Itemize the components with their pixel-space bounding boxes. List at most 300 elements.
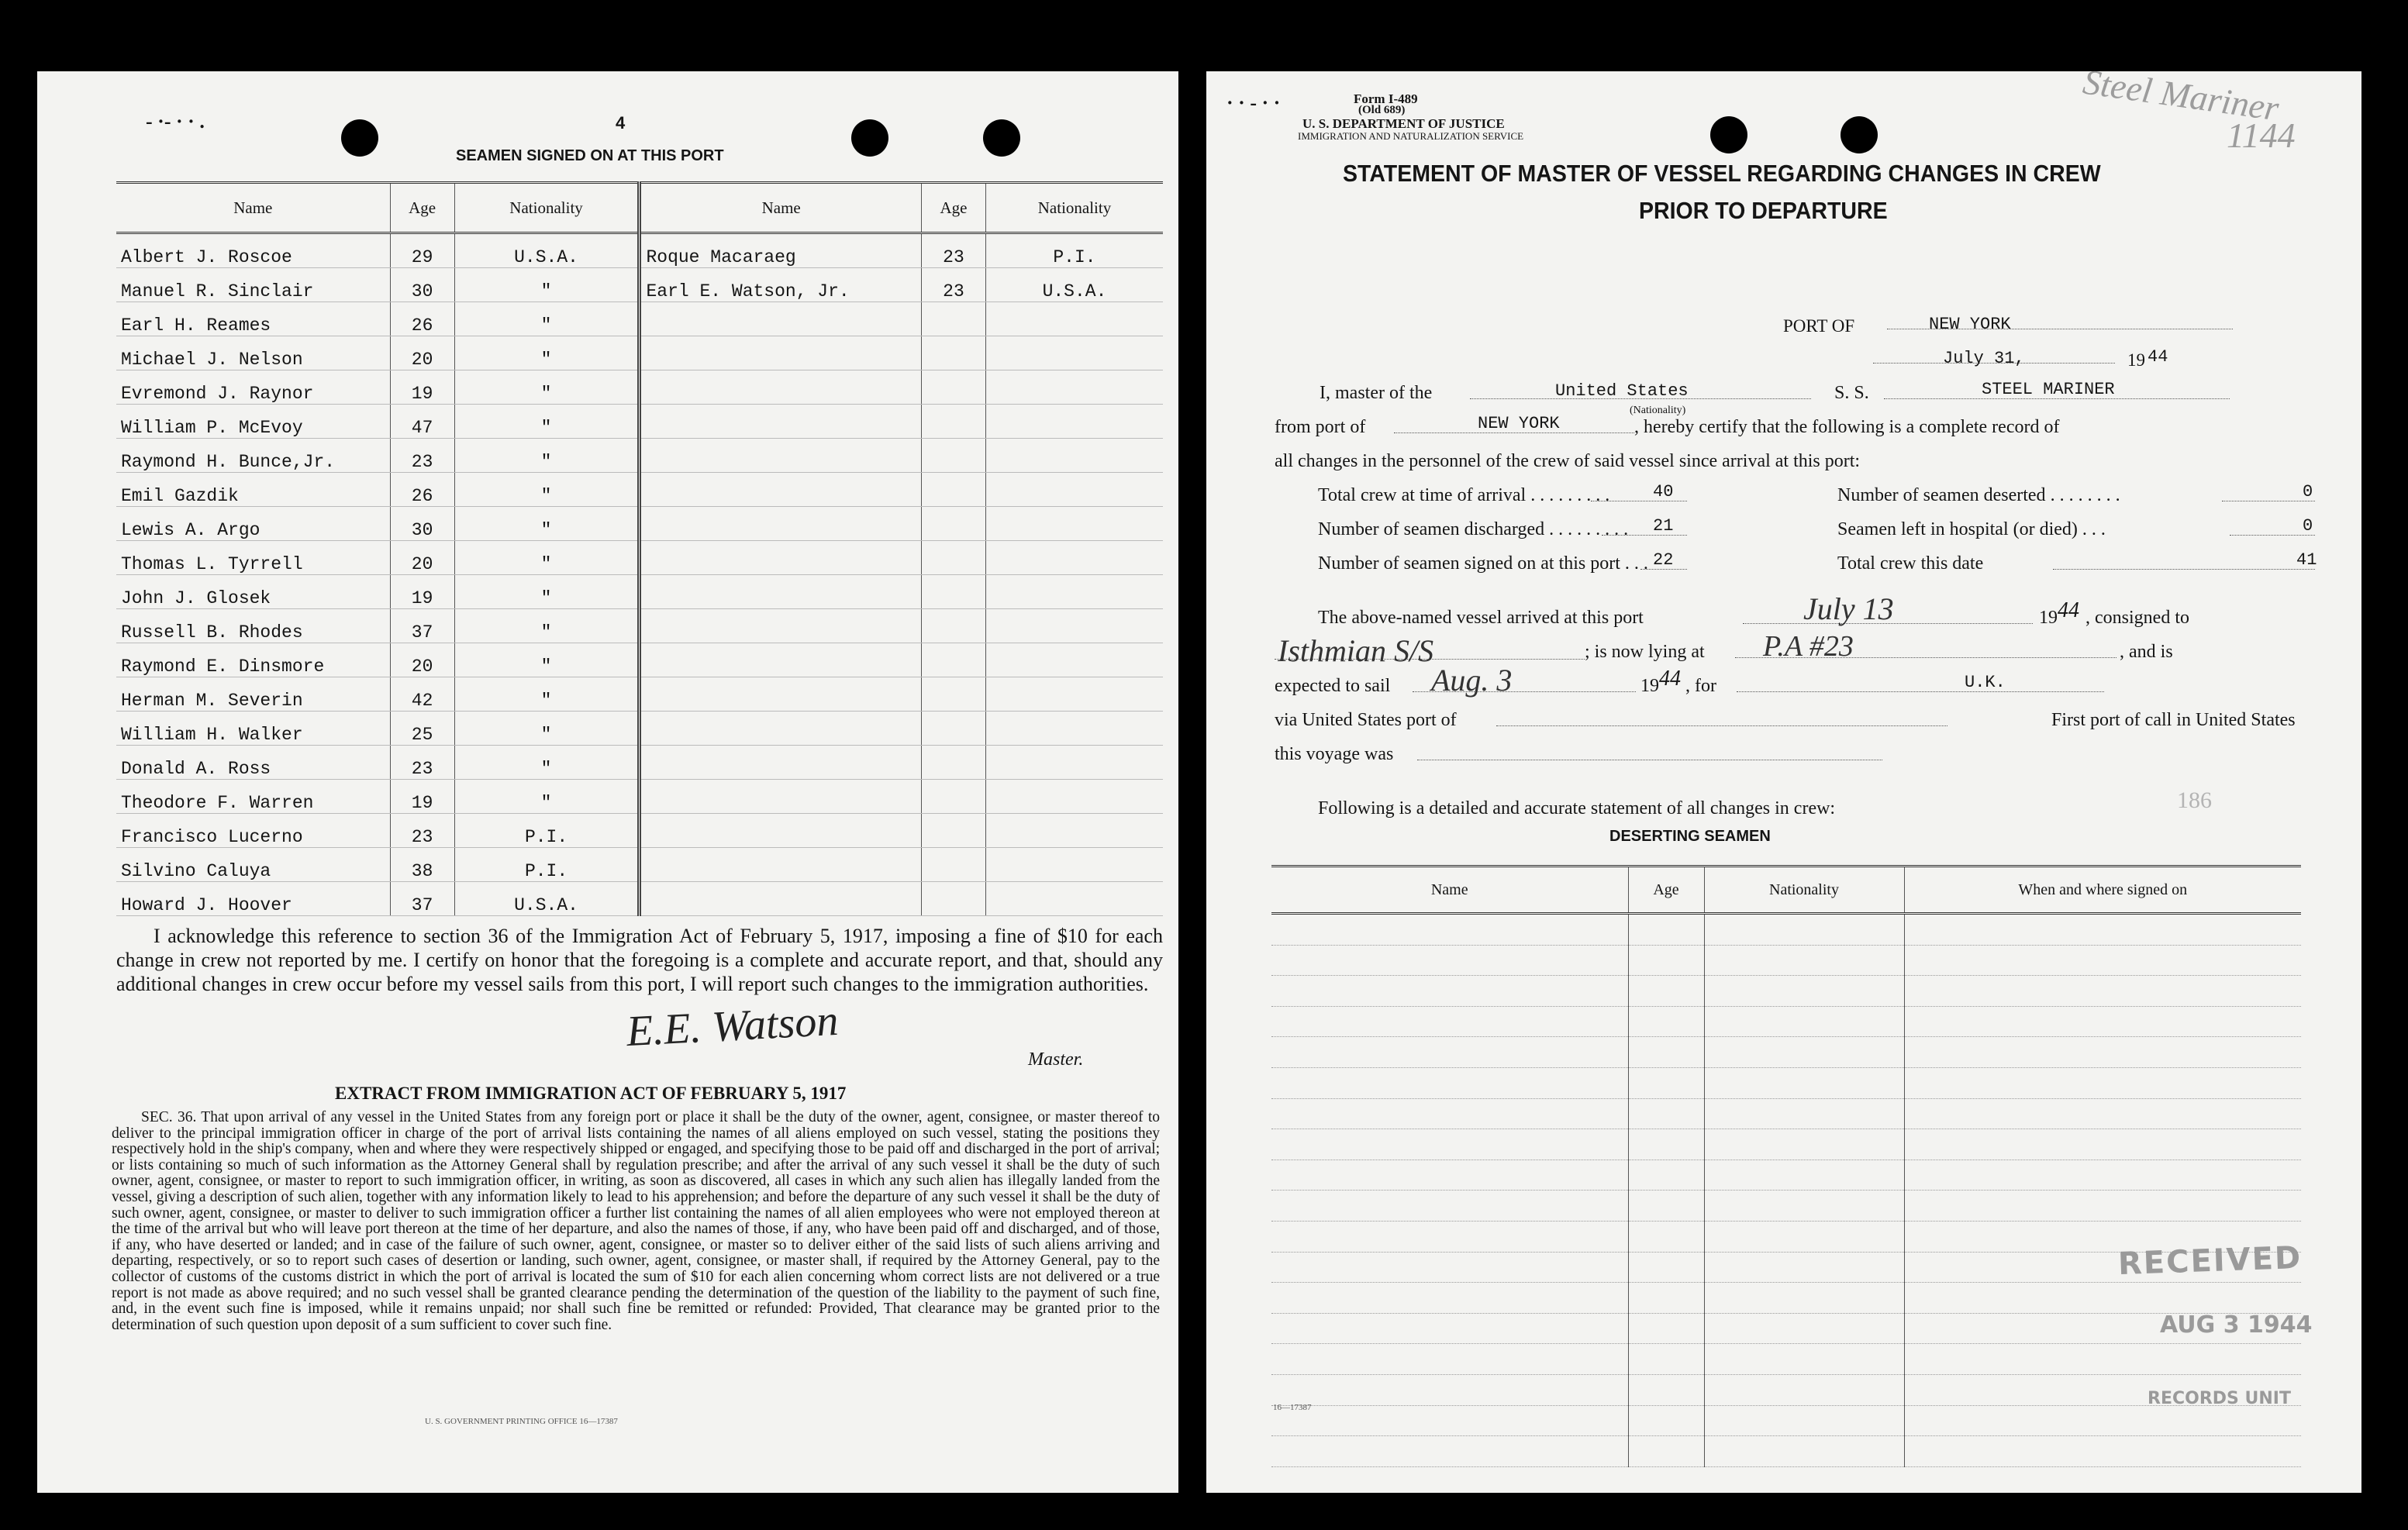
empty-cell	[1628, 914, 1704, 946]
seaman-name	[640, 507, 921, 541]
table-row	[1271, 1067, 2301, 1098]
lying-text: ; is now lying at	[1585, 642, 1705, 662]
arrival-year-prefix: 19	[2039, 608, 2058, 628]
seaman-age: 37	[390, 882, 454, 916]
seaman-age: 20	[390, 336, 454, 370]
seaman-nationality: "	[454, 712, 640, 746]
seaman-age	[921, 302, 985, 336]
seaman-age: 19	[390, 575, 454, 609]
seaman-nationality	[985, 814, 1163, 848]
table-row	[1271, 1098, 2301, 1129]
seaman-age	[921, 541, 985, 575]
lying-at: P.A #23	[1763, 630, 1854, 663]
seaman-age	[921, 882, 985, 916]
seaman-nationality: U.S.A.	[454, 233, 640, 268]
seaman-age	[921, 405, 985, 439]
seaman-name: Earl H. Reames	[116, 302, 390, 336]
seaman-nationality	[985, 780, 1163, 814]
seaman-name	[640, 848, 921, 882]
printer-line: 16—17387	[1273, 1403, 1312, 1412]
printer-line: U. S. GOVERNMENT PRINTING OFFICE 16—17387	[425, 1417, 618, 1426]
consignee: Isthmian S/S	[1278, 633, 1434, 668]
seaman-name	[640, 882, 921, 916]
seaman-nationality: "	[454, 746, 640, 780]
seaman-age: 25	[390, 712, 454, 746]
table-header-row	[116, 183, 1163, 233]
table-row	[1271, 1191, 2301, 1222]
empty-cell	[1704, 914, 1904, 946]
seaman-name: Francisco Lucerno	[116, 814, 390, 848]
stat-value: 21	[1653, 516, 1674, 536]
empty-cell	[1628, 1129, 1704, 1160]
seaman-age: 26	[390, 302, 454, 336]
deserting-title: DESERTING SEAMEN	[1609, 828, 1771, 845]
handwritten-code: 1144	[2227, 115, 2296, 155]
stat-value: 41	[2296, 550, 2317, 570]
seaman-nationality: "	[454, 609, 640, 643]
empty-cell	[1704, 1160, 1904, 1191]
empty-cell	[1904, 1037, 2301, 1068]
empty-cell	[1628, 1436, 1704, 1467]
stat-total-this-date: Total crew this date	[1837, 553, 1984, 574]
seaman-name: Michael J. Nelson	[116, 336, 390, 370]
seaman-age: 19	[390, 780, 454, 814]
report-date: July 31,	[1943, 349, 2025, 368]
seaman-nationality: P.I.	[454, 848, 640, 882]
seaman-nationality	[985, 609, 1163, 643]
seaman-name: Herman M. Severin	[116, 677, 390, 712]
ss-label: S. S.	[1834, 383, 1869, 403]
destination: U.K.	[1965, 673, 2006, 692]
seaman-nationality: P.I.	[985, 233, 1163, 268]
empty-cell	[1628, 1037, 1704, 1068]
stat-discharged: Number of seamen discharged . . . . . . . . .	[1318, 519, 1629, 539]
seaman-age	[921, 814, 985, 848]
column-header: Age	[921, 183, 985, 233]
vessel-nationality: United States	[1555, 381, 1689, 401]
column-header: Age	[390, 183, 454, 233]
stat-value: 40	[1653, 482, 1674, 501]
seaman-nationality	[985, 643, 1163, 677]
stat-total-at-arrival: Total crew at time of arrival . . . . . . . . .	[1318, 485, 1610, 505]
table-row	[116, 370, 1163, 405]
punch-hole	[1840, 116, 1878, 153]
column-header: When and where signed on	[1904, 867, 2301, 914]
seaman-name: Evremond J. Raynor	[116, 370, 390, 405]
punch-hole	[1710, 116, 1747, 153]
empty-cell	[1271, 1283, 1628, 1314]
table-row	[116, 336, 1163, 370]
empty-cell	[1271, 914, 1628, 946]
empty-cell	[1271, 1313, 1628, 1344]
empty-cell	[1904, 1191, 2301, 1222]
master-signature: E.E. Watson	[625, 996, 840, 1056]
seaman-nationality: P.I.	[454, 814, 640, 848]
table-row	[1271, 1006, 2301, 1037]
empty-cell	[1271, 976, 1628, 1007]
empty-cell	[1271, 1374, 1628, 1405]
seaman-nationality	[985, 677, 1163, 712]
seaman-nationality	[985, 302, 1163, 336]
empty-cell	[1704, 1374, 1904, 1405]
port-label: PORT OF	[1783, 316, 1855, 336]
seaman-name	[640, 712, 921, 746]
left-page	[37, 71, 1178, 1493]
form-title-line2: PRIOR TO DEPARTURE	[1639, 197, 1888, 224]
seaman-name: Raymond H. Bunce,Jr.	[116, 439, 390, 473]
empty-cell	[1704, 1191, 1904, 1222]
faint-number: 186	[2177, 787, 2212, 813]
seaman-age	[921, 643, 985, 677]
seaman-nationality: U.S.A.	[985, 268, 1163, 302]
service-name: IMMIGRATION AND NATURALIZATION SERVICE	[1298, 130, 1524, 142]
table-row	[116, 507, 1163, 541]
seaman-nationality	[985, 541, 1163, 575]
seaman-nationality: "	[454, 507, 640, 541]
seaman-age: 30	[390, 268, 454, 302]
empty-cell	[1628, 1252, 1704, 1283]
nationality-caption: (Nationality)	[1630, 405, 1686, 416]
empty-cell	[1704, 976, 1904, 1007]
empty-cell	[1271, 1129, 1628, 1160]
table-row	[1271, 1374, 2301, 1405]
deserting-seamen-table	[1271, 865, 2301, 1467]
table-row	[1271, 1129, 2301, 1160]
seaman-age: 47	[390, 405, 454, 439]
arrived-text: The above-named vessel arrived at this port	[1318, 608, 1644, 628]
seaman-name: Theodore F. Warren	[116, 780, 390, 814]
stat-value: 22	[1653, 550, 1674, 570]
empty-cell	[1271, 1067, 1628, 1098]
empty-cell	[1904, 1006, 2301, 1037]
empty-cell	[1628, 1160, 1704, 1191]
for-text: , for	[1685, 676, 1716, 696]
empty-cell	[1704, 1129, 1904, 1160]
section-title: SEAMEN SIGNED ON AT THIS PORT	[456, 147, 724, 164]
empty-cell	[1271, 1098, 1628, 1129]
and-is-text: , and is	[2120, 642, 2173, 662]
empty-cell	[1704, 1067, 1904, 1098]
seaman-name	[640, 643, 921, 677]
seaman-nationality	[985, 746, 1163, 780]
received-stamp: RECEIVED	[2117, 1239, 2303, 1283]
seaman-age	[921, 575, 985, 609]
sail-date: Aug. 3	[1431, 663, 1513, 698]
seaman-age: 38	[390, 848, 454, 882]
master-label: Master.	[1028, 1049, 1084, 1070]
seaman-name: Earl E. Watson, Jr.	[640, 268, 921, 302]
seaman-age: 23	[390, 746, 454, 780]
empty-cell	[1704, 1344, 1904, 1375]
seaman-name	[640, 439, 921, 473]
seaman-name	[640, 336, 921, 370]
empty-cell	[1904, 1098, 2301, 1129]
seaman-age: 23	[390, 439, 454, 473]
punch-hole	[851, 119, 888, 157]
first-call-text: First port of call in United States	[2051, 710, 2296, 730]
empty-cell	[1271, 1405, 1628, 1436]
seaman-name	[640, 677, 921, 712]
stat-value: 0	[2303, 516, 2313, 536]
stat-signed-on: Number of seamen signed on at this port . . .	[1318, 553, 1648, 574]
department-name: U. S. DEPARTMENT OF JUSTICE	[1302, 116, 1505, 131]
table-row	[1271, 1344, 2301, 1375]
seaman-nationality: "	[454, 302, 640, 336]
seaman-age: 29	[390, 233, 454, 268]
column-header: Nationality	[454, 183, 640, 233]
seaman-nationality: "	[454, 370, 640, 405]
table-row	[116, 746, 1163, 780]
empty-cell	[1704, 1405, 1904, 1436]
empty-cell	[1271, 1344, 1628, 1375]
table-row	[116, 541, 1163, 575]
table-row	[1271, 1037, 2301, 1068]
seaman-nationality: "	[454, 575, 640, 609]
seaman-name: Russell B. Rhodes	[116, 609, 390, 643]
handwritten-vessel-note: Steel Mariner	[2080, 61, 2282, 129]
empty-cell	[1628, 1344, 1704, 1375]
acknowledgement-text: I acknowledge this reference to section 36 of the Immigration Act of February 5, 1917, imposing a fine of $10 for each change in crew not reported by me. I certify on honor that the foregoing is a complete and accurate report, and that, should any additional changes in crew occur before my vessel sails from this port, I will report such changes to the immigration authorities.	[116, 925, 1163, 995]
seaman-name: Lewis A. Argo	[116, 507, 390, 541]
seaman-nationality: "	[454, 541, 640, 575]
table-row	[116, 848, 1163, 882]
empty-cell	[1904, 1129, 2301, 1160]
empty-cell	[1628, 1313, 1704, 1344]
corner-marks: · · - · ·	[1226, 91, 1281, 114]
seaman-name	[640, 609, 921, 643]
table-row	[116, 268, 1163, 302]
seaman-age: 23	[921, 233, 985, 268]
seaman-age	[921, 746, 985, 780]
seaman-age	[921, 473, 985, 507]
table-row	[1271, 1283, 2301, 1314]
seaman-age: 37	[390, 609, 454, 643]
seaman-age	[921, 609, 985, 643]
seaman-name: Donald A. Ross	[116, 746, 390, 780]
empty-cell	[1904, 1344, 2301, 1375]
seaman-nationality	[985, 405, 1163, 439]
table-row	[116, 405, 1163, 439]
empty-cell	[1628, 1067, 1704, 1098]
table-header-row	[1271, 867, 2301, 914]
stat-hospital: Seamen left in hospital (or died) . . .	[1837, 519, 2106, 539]
seaman-age: 30	[390, 507, 454, 541]
from-port-value: NEW YORK	[1478, 414, 1560, 433]
via-text: via United States port of	[1275, 710, 1457, 730]
following-text: Following is a detailed and accurate statement of all changes in crew:	[1318, 798, 1836, 818]
seaman-age	[921, 336, 985, 370]
seaman-name	[640, 746, 921, 780]
from-port-label: from port of	[1275, 417, 1366, 437]
expected-text: expected to sail	[1275, 676, 1391, 696]
empty-cell	[1628, 1191, 1704, 1222]
empty-cell	[1271, 1160, 1628, 1191]
sail-year: 44	[1659, 667, 1681, 691]
empty-cell	[1704, 1252, 1904, 1283]
seaman-nationality	[985, 575, 1163, 609]
table-row	[116, 609, 1163, 643]
seaman-name: Manuel R. Sinclair	[116, 268, 390, 302]
seaman-nationality	[985, 507, 1163, 541]
empty-cell	[1271, 1252, 1628, 1283]
empty-cell	[1904, 914, 2301, 946]
seaman-age	[921, 848, 985, 882]
table-row	[1271, 1436, 2301, 1467]
sail-year-prefix: 19	[1640, 676, 1659, 696]
column-header: Name	[640, 183, 921, 233]
seaman-name: Emil Gazdik	[116, 473, 390, 507]
seaman-age: 26	[390, 473, 454, 507]
form-old-number: (Old 689)	[1358, 104, 1406, 116]
empty-cell	[1628, 1405, 1704, 1436]
seaman-age: 23	[921, 268, 985, 302]
stat-value: 0	[2303, 482, 2313, 501]
seaman-name: Albert J. Roscoe	[116, 233, 390, 268]
empty-cell	[1904, 976, 2301, 1007]
empty-cell	[1628, 1283, 1704, 1314]
table-row	[116, 473, 1163, 507]
changes-text: all changes in the personnel of the crew of said vessel since arrival at this port:	[1275, 451, 1861, 471]
seaman-nationality	[985, 473, 1163, 507]
seaman-age	[921, 507, 985, 541]
seaman-name: Thomas L. Tyrrell	[116, 541, 390, 575]
empty-cell	[1904, 1160, 2301, 1191]
seaman-name: Raymond E. Dinsmore	[116, 643, 390, 677]
seaman-name: Silvino Caluya	[116, 848, 390, 882]
seaman-name: John J. Glosek	[116, 575, 390, 609]
empty-cell	[1704, 945, 1904, 976]
empty-cell	[1704, 1283, 1904, 1314]
stat-deserted: Number of seamen deserted . . . . . . . .	[1837, 485, 2120, 505]
master-of-label: I, master of the	[1320, 383, 1433, 403]
seaman-nationality: "	[454, 677, 640, 712]
seaman-nationality: U.S.A.	[454, 882, 640, 916]
seaman-nationality: "	[454, 439, 640, 473]
seaman-nationality	[985, 712, 1163, 746]
seaman-age	[921, 370, 985, 405]
empty-cell	[1628, 1374, 1704, 1405]
empty-cell	[1271, 945, 1628, 976]
seaman-age	[921, 712, 985, 746]
seaman-name	[640, 473, 921, 507]
seaman-age	[921, 780, 985, 814]
seaman-age	[921, 439, 985, 473]
voyage-text: this voyage was	[1275, 744, 1394, 764]
table-row	[116, 233, 1163, 268]
seaman-name	[640, 302, 921, 336]
seaman-name	[640, 780, 921, 814]
seaman-nationality: "	[454, 336, 640, 370]
empty-cell	[1628, 1221, 1704, 1252]
column-header: Age	[1628, 867, 1704, 914]
seaman-age: 23	[390, 814, 454, 848]
table-row	[1271, 914, 2301, 946]
empty-cell	[1704, 1098, 1904, 1129]
empty-cell	[1904, 1283, 2301, 1314]
consigned-text: , consigned to	[2085, 608, 2189, 628]
records-unit-stamp: RECORDS UNIT	[2148, 1389, 2291, 1408]
corner-marks: - ·- · · .	[146, 110, 205, 133]
seaman-name	[640, 370, 921, 405]
seaman-nationality	[985, 882, 1163, 916]
table-row	[116, 439, 1163, 473]
table-row	[116, 712, 1163, 746]
table-row	[1271, 976, 2301, 1007]
table-row	[1271, 945, 2301, 976]
punch-hole	[341, 119, 378, 157]
seaman-nationality	[985, 336, 1163, 370]
seaman-name: William P. McEvoy	[116, 405, 390, 439]
form-title-line1: STATEMENT OF MASTER OF VESSEL REGARDING CHANGES IN CREW	[1343, 160, 2101, 187]
seaman-name	[640, 405, 921, 439]
extract-text: SEC. 36. That upon arrival of any vessel in the United States from any foreign port or place it shall be the duty of the owner, agent, consignee, or master thereof to deliver to the principal immigration officer in charge of the port of arrival lists containing the names of all aliens employed on such vessel, stating the positions they respectively hold in the ship's company, when and where they were respectively shipped or engaged, and specifying those to be paid off and discharged in the port of arrival; or lists containing so much of such information as the Attorney General shall by regulation prescribe; and after the arrival of any such vessel it shall be the duty of such owner, agent, consignee, or master to report to such immigration officer, in writing, as soon as discovered, all cases in which any such alien has illegally landed from the vessel, giving a description of such alien, together with any information likely to lead to his apprehension; and before the departure of any such vessel it shall be the duty of such owner, agent, consignee, or master to deliver to such immigration officer a further list containing the names of all alien employees who were not employed thereon at the time of the arrival but who will leave port thereon at the time of her departure, and also the names of those, if any, who have been paid off and discharged, and of those, if any, who have deserted or landed; and in case of the failure of such owner, agent, consignee, or master so to deliver either of the said lists of such aliens arriving and departing, respectively, or so to report such cases of desertion or landing, such owner, agent, consignee, or master shall, if required by the Attorney General, pay to the collector of customs of the customs district in which the port of arrival is located the sum of $10 for each alien concerning whom correct lists are not delivered or a true report is not made as above required; and no such vessel shall be granted clearance pending the determination of the question of the liability to the payment of such fine, and, in the event such fine is imposed, while it remains unpaid; nor shall such fine be remitted or refunded: Provided, That clearance may be granted prior to the determination of such question upon deposit of a sum sufficient to cover such fine.	[112, 1109, 1160, 1333]
seaman-age: 19	[390, 370, 454, 405]
empty-cell	[1904, 1405, 2301, 1436]
seaman-nationality	[985, 370, 1163, 405]
seaman-nationality: "	[454, 643, 640, 677]
right-page	[1206, 61, 2361, 1493]
empty-cell	[1704, 1221, 1904, 1252]
punch-hole	[983, 119, 1020, 157]
certify-text: , hereby certify that the following is a complete record of	[1634, 417, 2060, 437]
empty-cell	[1904, 1067, 2301, 1098]
arrival-year: 44	[2058, 598, 2079, 622]
seamen-signed-on-table	[116, 181, 1163, 916]
page-number: 4	[616, 113, 626, 133]
port-value: NEW YORK	[1929, 315, 2011, 334]
seaman-name: Howard J. Hoover	[116, 882, 390, 916]
empty-cell	[1628, 945, 1704, 976]
table-row	[116, 677, 1163, 712]
year-prefix: 19	[2127, 350, 2145, 370]
empty-cell	[1628, 1006, 1704, 1037]
empty-cell	[1628, 976, 1704, 1007]
seaman-name	[640, 541, 921, 575]
received-date-stamp: AUG 3 1944	[2160, 1311, 2313, 1339]
table-row	[1271, 1313, 2301, 1344]
empty-cell	[1271, 1221, 1628, 1252]
seaman-name	[640, 575, 921, 609]
seaman-nationality: "	[454, 780, 640, 814]
column-header: Nationality	[1704, 867, 1904, 914]
seaman-name: William H. Walker	[116, 712, 390, 746]
seaman-age: 42	[390, 677, 454, 712]
empty-cell	[1904, 945, 2301, 976]
seaman-name: Roque Macaraeg	[640, 233, 921, 268]
table-row	[1271, 1405, 2301, 1436]
table-row	[1271, 1160, 2301, 1191]
seaman-nationality	[985, 439, 1163, 473]
table-row	[116, 814, 1163, 848]
table-row	[116, 575, 1163, 609]
seaman-nationality: "	[454, 268, 640, 302]
table-row	[116, 780, 1163, 814]
empty-cell	[1904, 1436, 2301, 1467]
seaman-age: 20	[390, 643, 454, 677]
seaman-nationality	[985, 848, 1163, 882]
table-row	[116, 643, 1163, 677]
empty-cell	[1271, 1006, 1628, 1037]
seaman-nationality: "	[454, 473, 640, 507]
empty-cell	[1271, 1037, 1628, 1068]
empty-cell	[1628, 1098, 1704, 1129]
extract-title: EXTRACT FROM IMMIGRATION ACT OF FEBRUARY 5, 1917	[335, 1084, 847, 1103]
column-header: Nationality	[985, 183, 1163, 233]
seaman-nationality: "	[454, 405, 640, 439]
arrival-date: July 13	[1803, 591, 1894, 626]
table-row	[116, 882, 1163, 916]
column-header: Name	[1271, 867, 1628, 914]
